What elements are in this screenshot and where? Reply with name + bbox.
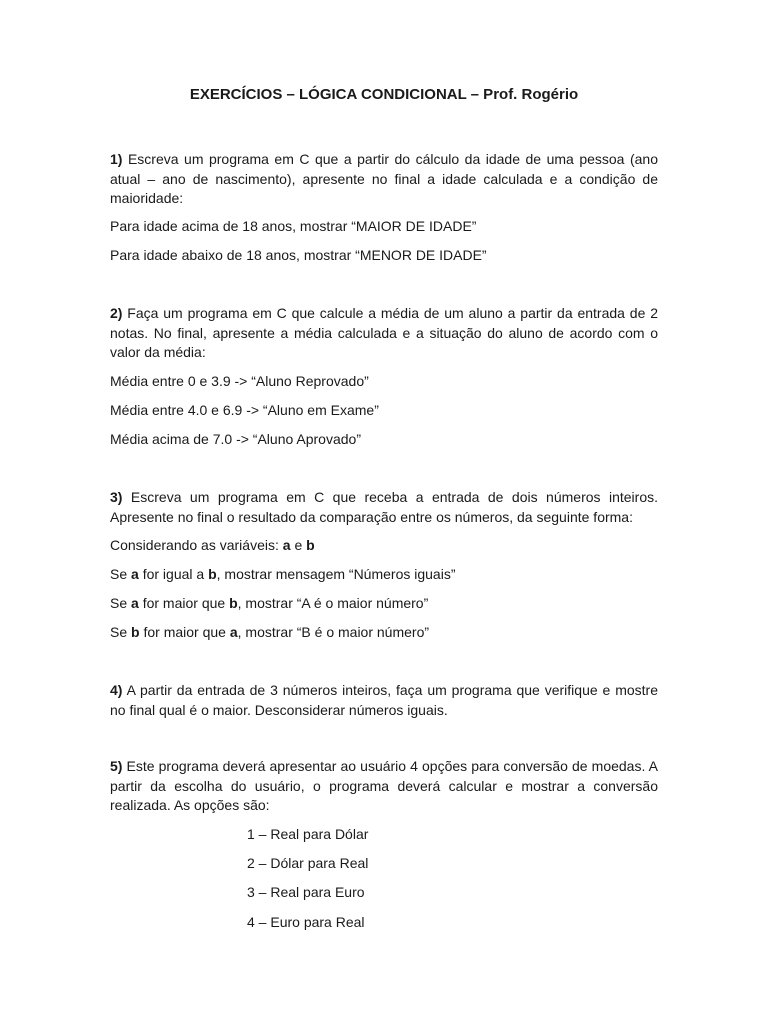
option-item: 3 – Real para Euro bbox=[247, 884, 365, 900]
question-1-statement bbox=[110, 150, 658, 209]
question-3-rule-3 bbox=[110, 623, 658, 643]
text-segment: Considerando as variáveis: bbox=[110, 537, 283, 553]
question-2-line-3: Média acima de 7.0 -> “Aluno Aprovado” bbox=[110, 431, 361, 447]
text-segment: for igual a bbox=[138, 566, 209, 582]
option-item: 2 – Dólar para Real bbox=[247, 855, 369, 871]
variable-b: b bbox=[208, 566, 217, 582]
variable-a: a bbox=[131, 595, 139, 611]
text-segment: , mostrar mensagem “Números iguais” bbox=[216, 566, 456, 582]
question-3-statement bbox=[110, 488, 658, 527]
question-4 bbox=[110, 681, 658, 720]
variable-a: a bbox=[229, 624, 238, 640]
question-1-line-1: Para idade acima de 18 anos, mostrar “MAIOR DE IDADE” bbox=[110, 218, 477, 234]
question-1-line-2: Para idade abaixo de 18 anos, mostrar “MENOR DE IDADE” bbox=[110, 247, 487, 263]
question-text: Escreva um programa em C que a partir do cálculo da idade de uma pessoa (ano atual – ano de nascimento), apresente no final a idade calculada e a condição de maioridade: bbox=[110, 151, 658, 206]
question-number: 5) bbox=[110, 758, 123, 774]
variable-b: b bbox=[306, 537, 315, 553]
question-5 bbox=[110, 757, 658, 816]
question-3-rule-2 bbox=[110, 594, 658, 614]
question-number: 2) bbox=[110, 305, 123, 321]
question-2-line-2: Média entre 4.0 e 6.9 -> “Aluno em Exame” bbox=[110, 402, 379, 418]
question-number: 1) bbox=[110, 151, 123, 167]
question-3-variables bbox=[110, 536, 658, 556]
option-item: 1 – Real para Dólar bbox=[247, 826, 369, 842]
page-title: EXERCÍCIOS – LÓGICA CONDICIONAL – Prof. Rogério bbox=[189, 86, 579, 103]
variable-b: b bbox=[131, 624, 140, 640]
question-2-statement bbox=[110, 304, 658, 363]
question-text: Escreva um programa em C que receba a entrada de dois números inteiros. Apresente no final o resultado da comparação entre os números, da seguinte forma: bbox=[110, 489, 658, 525]
question-2 bbox=[110, 304, 658, 363]
variable-b: b bbox=[229, 595, 238, 611]
text-segment: for maior que bbox=[138, 595, 230, 611]
variable-a: a bbox=[131, 566, 139, 582]
question-5-statement bbox=[110, 757, 658, 816]
question-text: Este programa deverá apresentar ao usuário 4 opções para conversão de moedas. A partir da escolha do usuário, o programa deverá calcular e mostrar a conversão realizada. As opções são: bbox=[110, 758, 658, 813]
text-segment: for maior que bbox=[139, 624, 230, 640]
text-segment: Se bbox=[110, 566, 132, 582]
question-number: 3) bbox=[110, 489, 123, 505]
question-1 bbox=[110, 150, 658, 209]
text-segment: Se bbox=[110, 624, 132, 640]
question-4-statement bbox=[110, 681, 658, 720]
text-segment: Se bbox=[110, 595, 132, 611]
text-segment: e bbox=[290, 537, 307, 553]
question-text: Faça um programa em C que calcule a média de um aluno a partir da entrada de 2 notas. No final, apresente a média calculada e a situação do aluno de acordo com o valor da média: bbox=[110, 305, 658, 360]
question-text: A partir da entrada de 3 números inteiros, faça um programa que verifique e mostre no final qual é o maior. Desconsiderar números iguais. bbox=[110, 682, 658, 718]
question-3-rule-1 bbox=[110, 565, 658, 585]
text-segment: , mostrar “A é o maior número” bbox=[237, 595, 429, 611]
text-segment: , mostrar “B é o maior número” bbox=[237, 624, 430, 640]
option-item: 4 – Euro para Real bbox=[247, 914, 365, 930]
variable-a: a bbox=[282, 537, 291, 553]
question-2-line-1: Média entre 0 e 3.9 -> “Aluno Reprovado” bbox=[110, 373, 369, 389]
question-3 bbox=[110, 488, 658, 527]
question-number: 4) bbox=[110, 682, 123, 698]
